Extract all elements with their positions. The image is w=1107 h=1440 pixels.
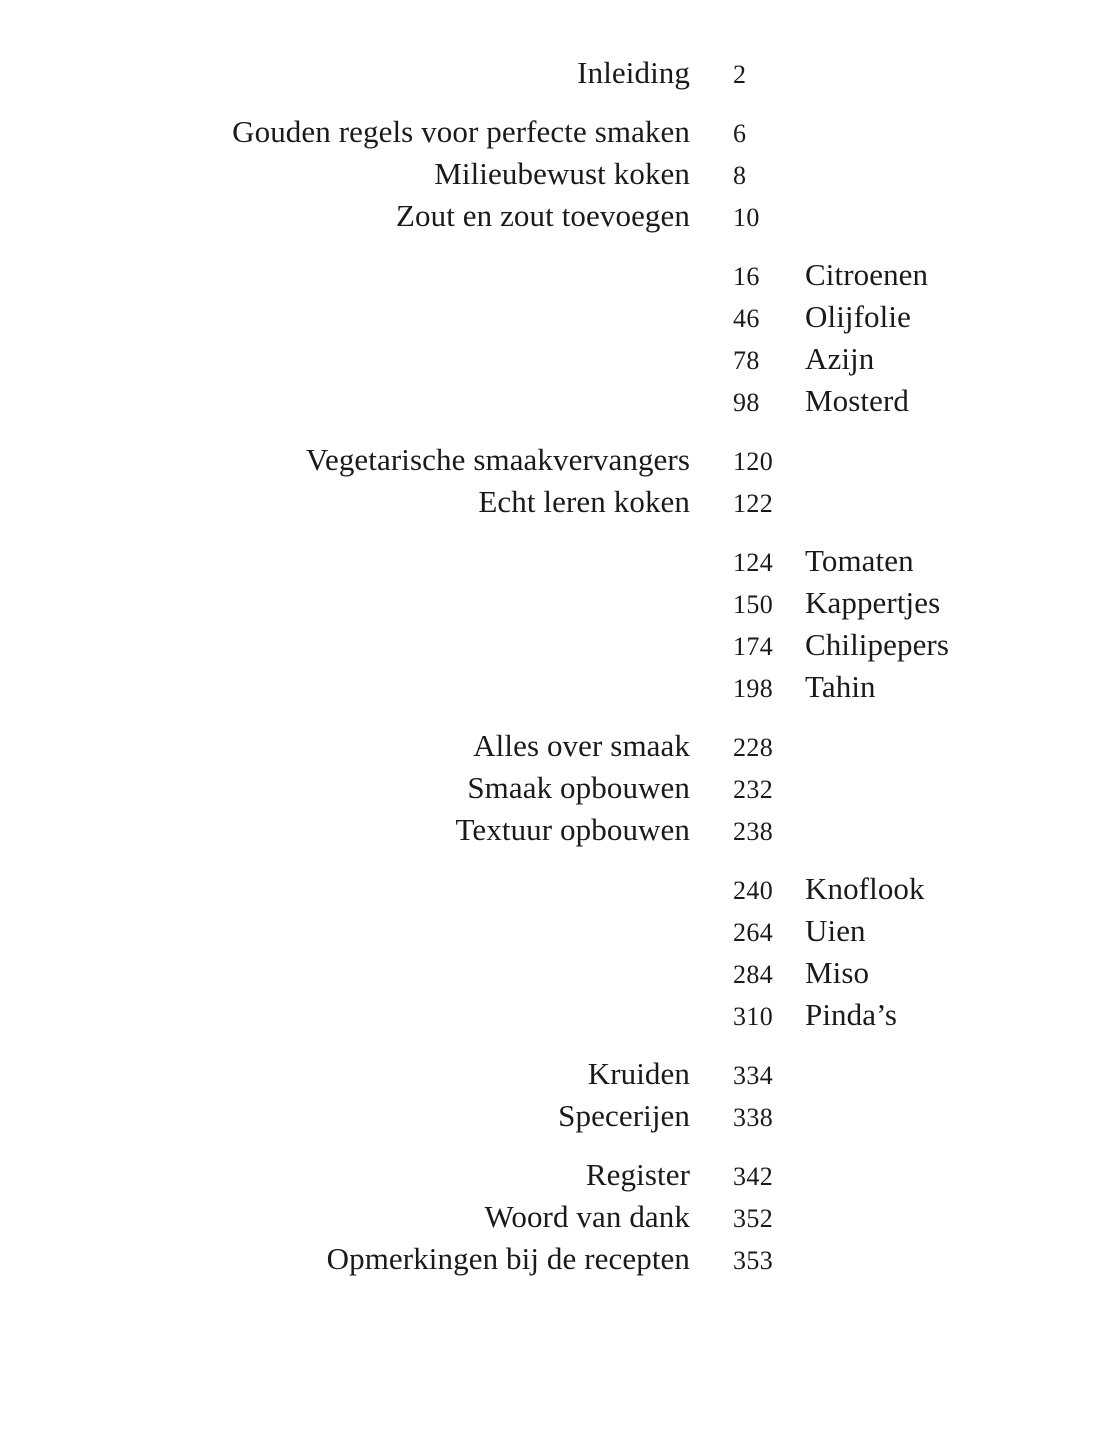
toc-entry-page-number: 10: [733, 203, 760, 232]
toc-entry-title: Smaak opbouwen: [467, 770, 690, 805]
toc-entry-chapter-name: Chilipepers: [805, 627, 950, 662]
toc-entry-page-number: 352: [733, 1204, 774, 1233]
toc-entry[interactable]: [0, 111, 1107, 153]
toc-group: [0, 254, 1107, 422]
toc-entry[interactable]: [0, 725, 1107, 767]
toc-entry-title: Vegetarische smaakvervangers: [305, 442, 690, 477]
toc-entry-page-number: 264: [733, 918, 774, 947]
toc-group: [0, 111, 1107, 237]
toc-entry-title: Gouden regels voor perfecte smaken: [232, 114, 690, 149]
toc-entry-chapter-name: Knoflook: [805, 871, 925, 906]
toc-entry[interactable]: [0, 868, 1107, 910]
toc-entry-page-number: 284: [733, 960, 774, 989]
toc-entry-page-number: 238: [733, 817, 774, 846]
toc-entry-page-number: 8: [733, 161, 747, 190]
toc-entry[interactable]: [0, 1095, 1107, 1137]
toc-entry-page-number: 198: [733, 674, 774, 703]
toc-entry-chapter-name: Citroenen: [805, 257, 929, 292]
toc-entry[interactable]: [0, 153, 1107, 195]
toc-entry-chapter-name: Mosterd: [805, 383, 910, 418]
toc-entry[interactable]: [0, 1238, 1107, 1280]
toc-entry-page-number: 353: [733, 1246, 774, 1275]
toc-entry-page-number: 174: [733, 632, 774, 661]
toc-entry-page-number: 150: [733, 590, 774, 619]
toc-group: [0, 540, 1107, 708]
toc-entry-page-number: 120: [733, 447, 774, 476]
toc-entry-page-number: 310: [733, 1002, 774, 1031]
toc-entry-chapter-name: Azijn: [805, 341, 875, 376]
toc-entry[interactable]: [0, 481, 1107, 523]
toc-entry[interactable]: [0, 1196, 1107, 1238]
toc-entry[interactable]: [0, 540, 1107, 582]
toc-entry[interactable]: [0, 254, 1107, 296]
toc-entry-page-number: 6: [733, 119, 747, 148]
toc-entry-title: Specerijen: [558, 1098, 690, 1133]
toc-group: [0, 1053, 1107, 1137]
toc-group: [0, 725, 1107, 851]
toc-entry[interactable]: [0, 666, 1107, 708]
toc-entry-page-number: 124: [733, 548, 774, 577]
toc-entry-title: Kruiden: [587, 1056, 690, 1091]
toc-entry-title: Echt leren koken: [478, 484, 690, 519]
toc-entry-page-number: 2: [733, 60, 747, 89]
toc-entry[interactable]: [0, 767, 1107, 809]
toc-entry[interactable]: [0, 195, 1107, 237]
toc-entry-title: Opmerkingen bij de recepten: [326, 1241, 690, 1276]
toc-entry[interactable]: [0, 994, 1107, 1036]
toc-entry-chapter-name: Miso: [805, 955, 870, 990]
toc-entry-title: Milieubewust koken: [434, 156, 690, 191]
toc-entry-chapter-name: Tomaten: [805, 543, 914, 578]
toc-entry-page-number: 232: [733, 775, 774, 804]
toc-entry[interactable]: [0, 296, 1107, 338]
toc-group: [0, 52, 1107, 94]
toc-entry-page-number: 334: [733, 1061, 774, 1090]
toc-entry-title: Inleiding: [577, 55, 690, 90]
toc-entry[interactable]: [0, 809, 1107, 851]
toc-entry-title: Zout en zout toevoegen: [395, 198, 690, 233]
toc-entry[interactable]: [0, 52, 1107, 94]
toc-entry-page-number: 122: [733, 489, 774, 518]
toc-entry[interactable]: [0, 582, 1107, 624]
toc-group: [0, 868, 1107, 1036]
toc-entry-chapter-name: Olijfolie: [805, 299, 911, 334]
toc-entry[interactable]: [0, 1053, 1107, 1095]
toc-entry-page-number: 228: [733, 733, 774, 762]
toc-entry[interactable]: [0, 439, 1107, 481]
toc-entry[interactable]: [0, 624, 1107, 666]
toc-entry-page-number: 342: [733, 1162, 774, 1191]
toc-entry-title: Register: [585, 1157, 690, 1192]
toc-entry[interactable]: [0, 380, 1107, 422]
toc-entry-page-number: 78: [733, 346, 760, 375]
toc-entry-title: Woord van dank: [484, 1199, 690, 1234]
toc-entry-page-number: 338: [733, 1103, 774, 1132]
toc-entry-chapter-name: Tahin: [805, 669, 876, 704]
toc-entry-page-number: 98: [733, 388, 760, 417]
toc-entry-chapter-name: Pinda’s: [805, 997, 897, 1032]
toc-entry-page-number: 16: [733, 262, 760, 291]
toc-group: [0, 1154, 1107, 1280]
toc-entry-page-number: 46: [733, 304, 760, 333]
toc-entry-title: Textuur opbouwen: [455, 812, 690, 847]
toc-entry-title: Alles over smaak: [473, 728, 690, 763]
toc-entry-chapter-name: Uien: [805, 913, 866, 948]
toc-entry-chapter-name: Kappertjes: [805, 585, 941, 620]
toc-entry[interactable]: [0, 338, 1107, 380]
toc-entry[interactable]: [0, 910, 1107, 952]
toc-entry[interactable]: [0, 1154, 1107, 1196]
toc-entry[interactable]: [0, 952, 1107, 994]
toc-group: [0, 439, 1107, 523]
toc-entry-page-number: 240: [733, 876, 774, 905]
